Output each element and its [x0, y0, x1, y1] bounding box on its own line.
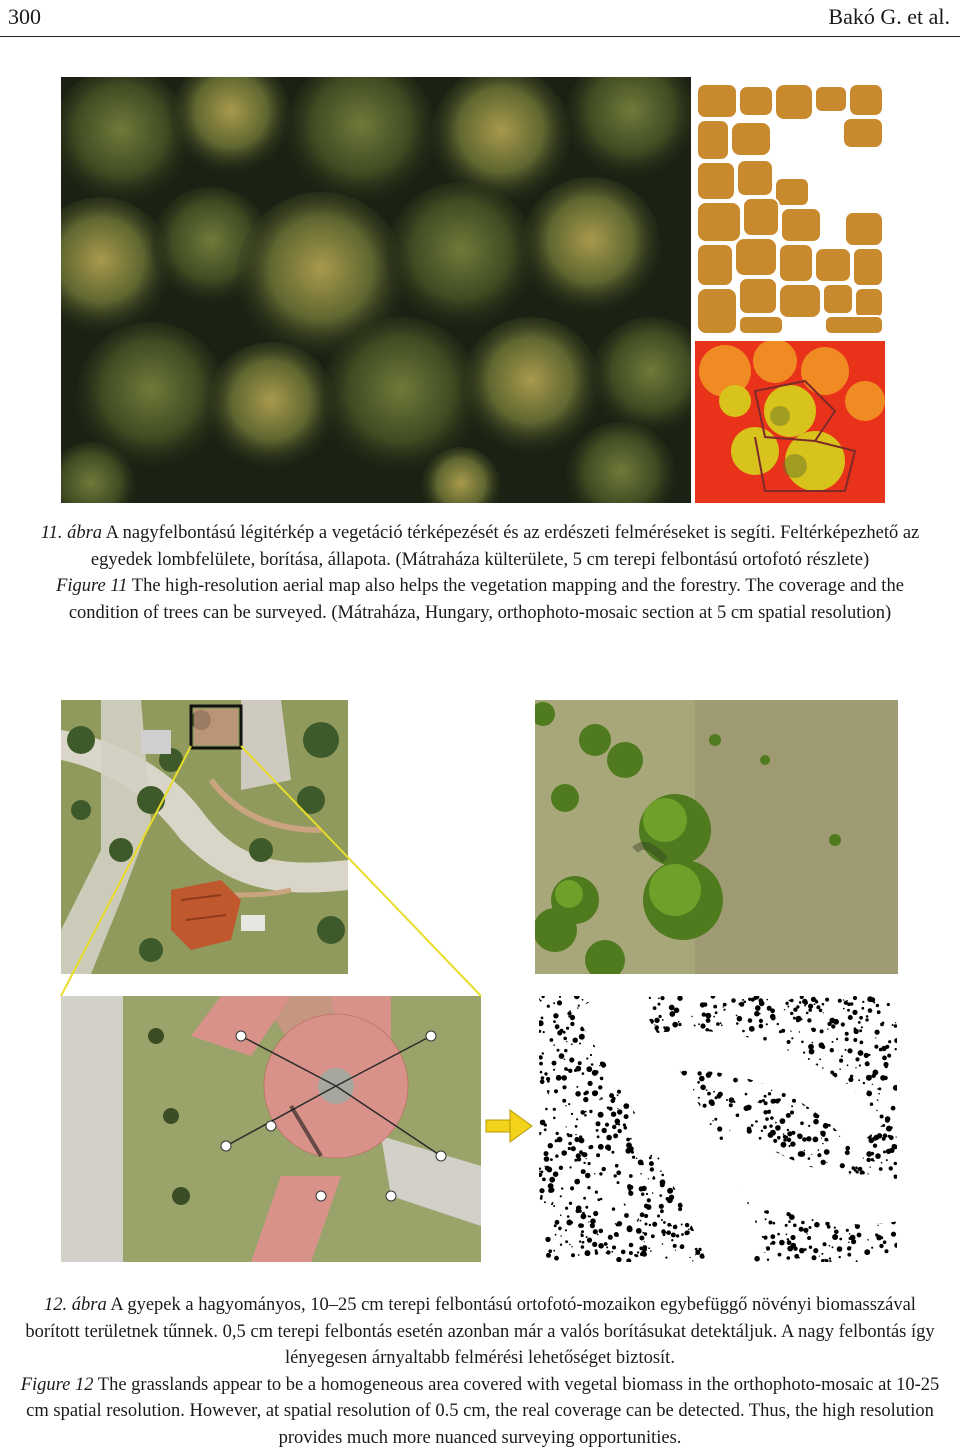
figure-11-text-hu: A nagyfelbontású légitérkép a vegetáció térképezését és az erdészeti felméréseket is segíti. Feltérképezhető az egyedek lombfelülete, borítása, állapota. (Mátraháza külterülete, 5 cm terepi felbontású ortofotó részlete)	[91, 523, 919, 570]
zoom-connector-left	[61, 746, 191, 996]
figure-11-label-en: Figure 11	[56, 576, 127, 596]
figure-12-text-en: The grasslands appear to be a homogeneous area covered with vegetal biomass in the orthophoto-mosaic at 10-25 cm spatial resolution. However, at spatial resolution of 0.5 cm, the real coverage can be detected. Thus, the high resolution provides much more nuanced surveying opportunities.	[26, 1375, 939, 1448]
figure-12-caption	[20, 1292, 940, 1451]
page-number: 300	[8, 4, 41, 30]
figure-11-text-en: The high-resolution aerial map also helps the vegetation mapping and the forestry. The coverage and the condition of trees can be surveyed. (Mátraháza, Hungary, orthophoto-mosaic section at 5 cm spatial resolution)	[69, 576, 904, 623]
figure-11-label-hu: 11. ábra	[41, 523, 102, 543]
figure-12-caption-en	[20, 1372, 940, 1451]
yellow-arrow-icon	[486, 1110, 532, 1142]
zoom-connector-right	[241, 746, 481, 996]
running-author: Bakó G. et al.	[828, 4, 950, 30]
figure-12-label-en: Figure 12	[21, 1375, 94, 1395]
figure-12-caption-hu	[20, 1292, 940, 1372]
figure-12-text-hu: A gyepek a hagyományos, 10–25 cm terepi felbontású ortofotó-mozaikon egybefüggő növényi biomasszával borított területnek tűnnek. 0,5 cm terepi felbontás esetén azonban már a valós borításukat detektáljuk. A nagy felbontás így lényegesen árnyaltabb felmérési lehetőséget biztosít.	[25, 1295, 934, 1368]
figure-12-label-hu: 12. ábra	[44, 1295, 107, 1315]
